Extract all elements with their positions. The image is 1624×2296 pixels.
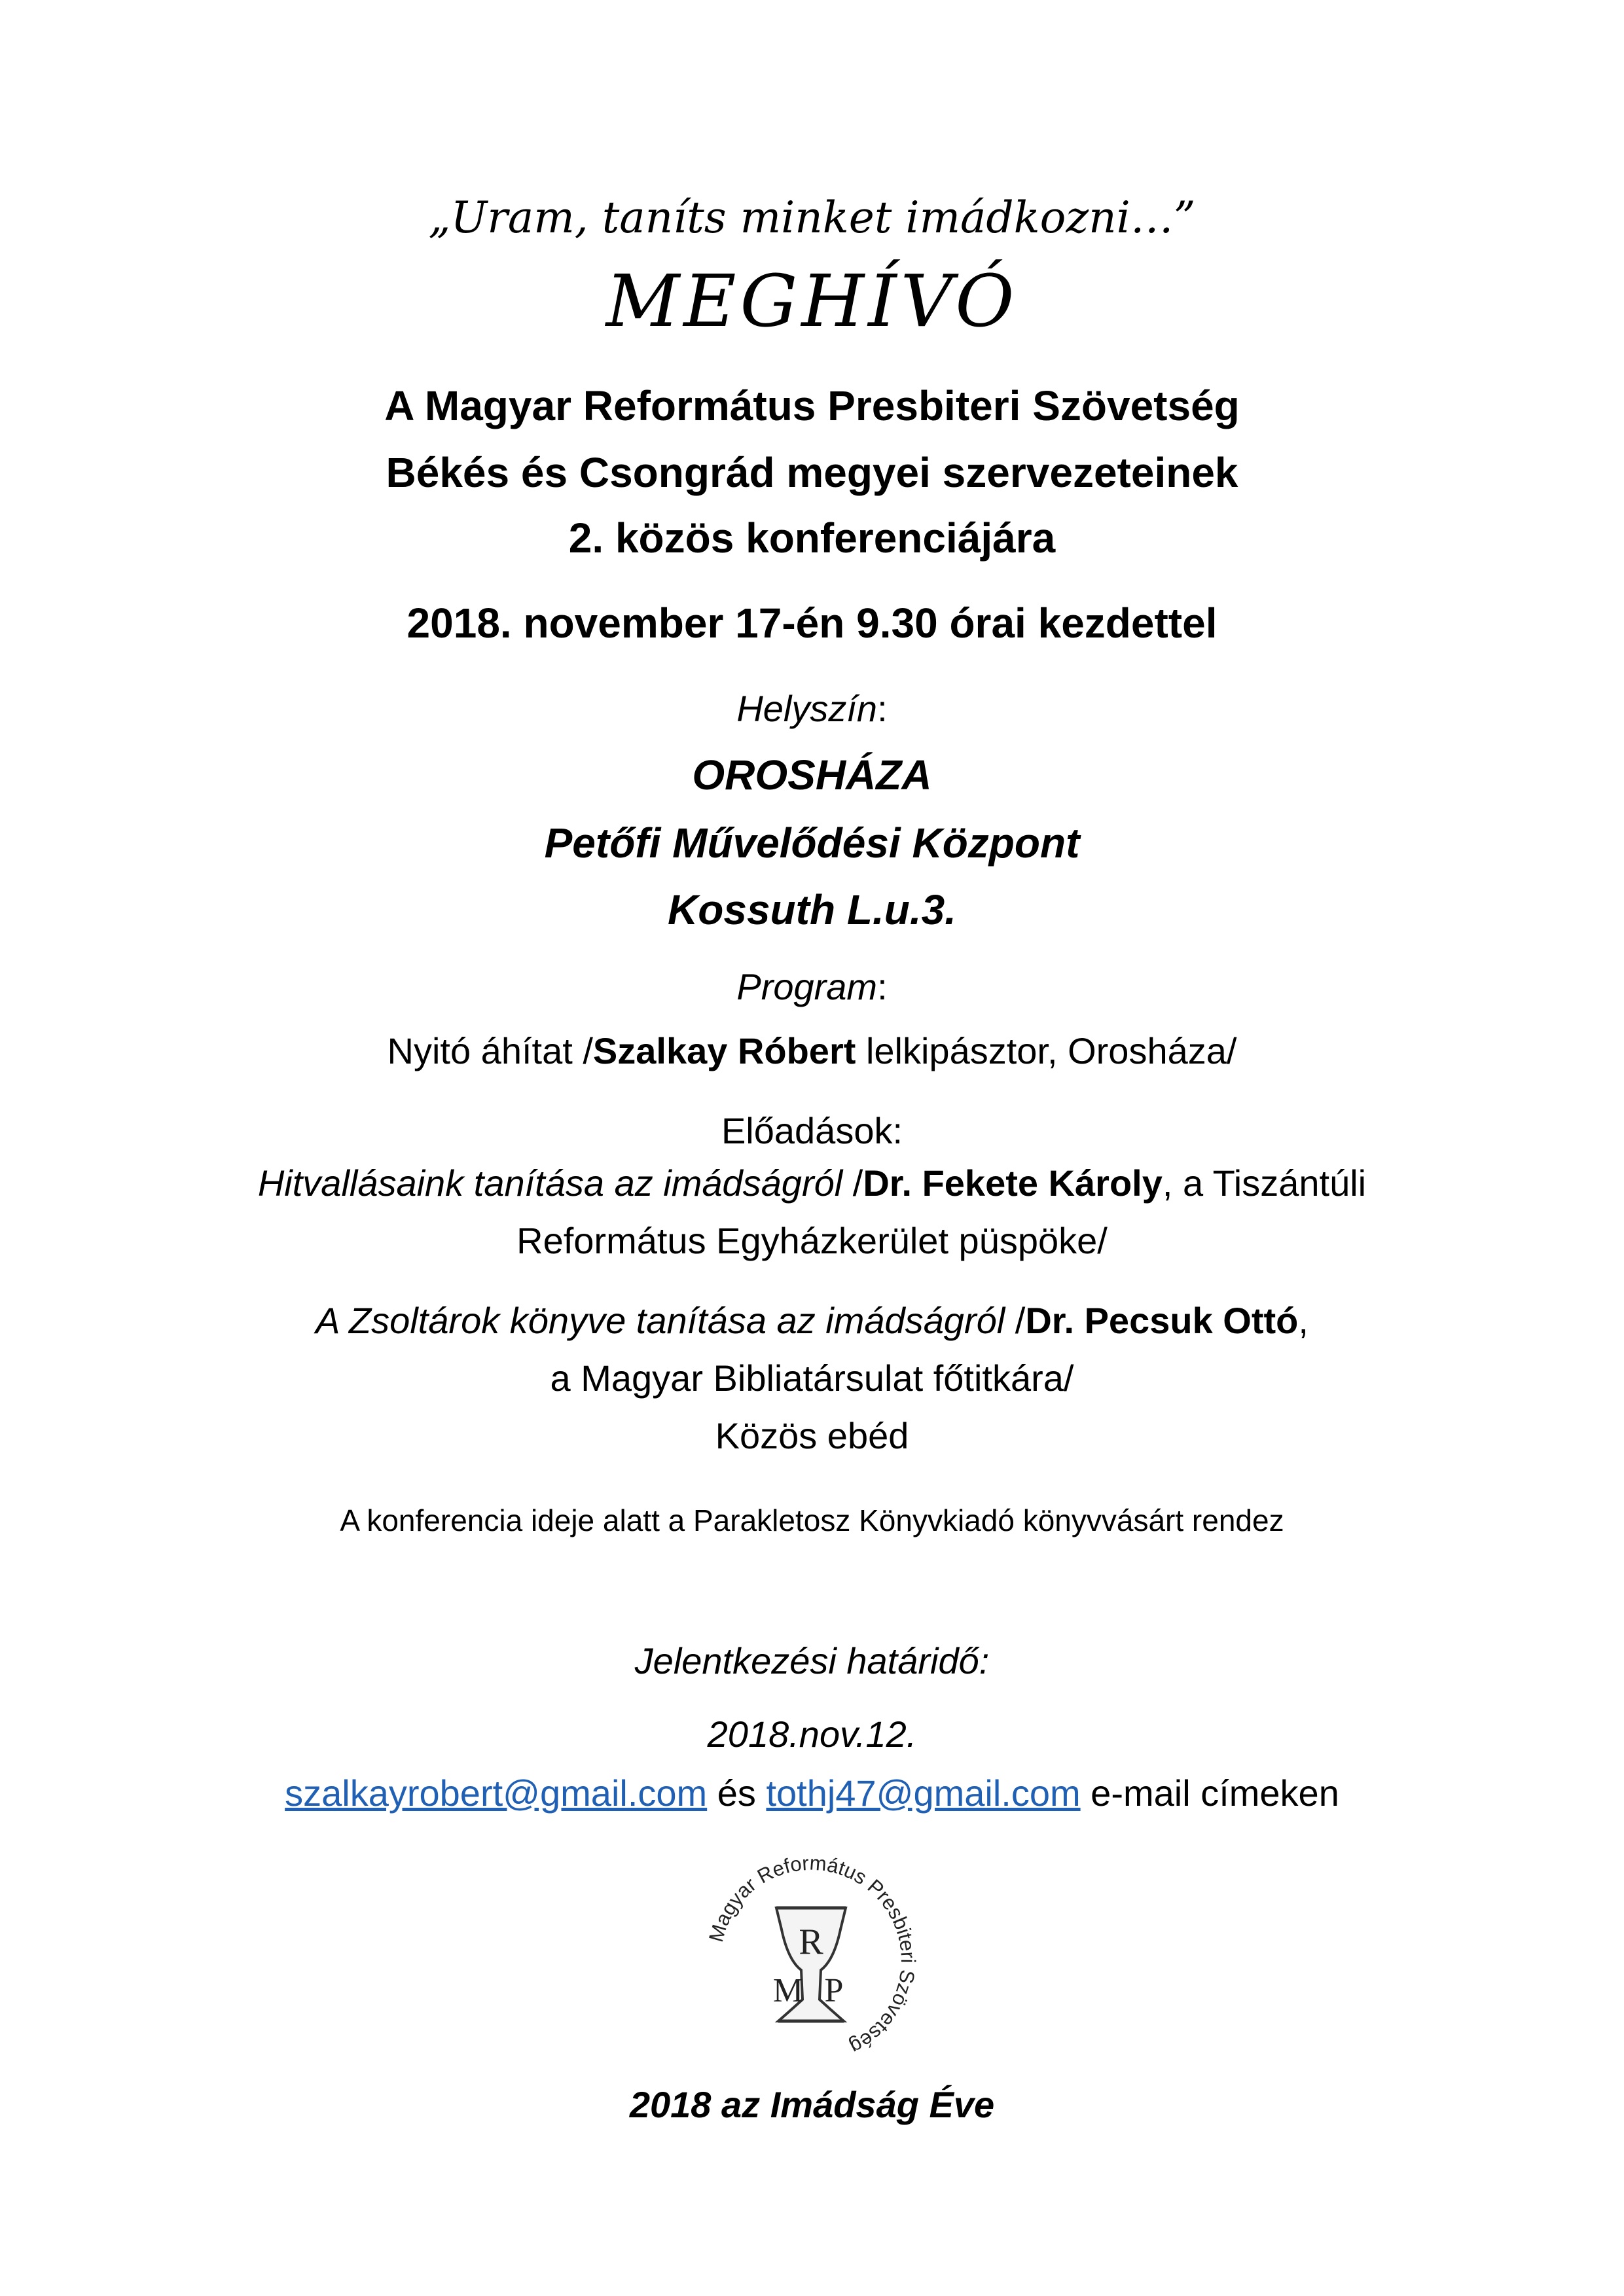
lecture-2 <box>0 1302 1624 1339</box>
logo-letter-m: M <box>772 1972 804 2009</box>
organizer-line-2: Békés és Csongrád megyei szervezeteinek <box>386 449 1238 496</box>
registration-deadline: 2018.nov.12. <box>707 1713 917 1755</box>
event-date: 2018. november 17-én 9.30 órai kezdettel <box>406 600 1218 647</box>
email-link-szalkay[interactable]: szalkayrobert@gmail.com <box>285 1772 708 1814</box>
lecture-2-speaker: Dr. Pecsuk Ottó <box>1025 1300 1299 1341</box>
venue-colon: : <box>877 688 888 729</box>
book-fair-note: A konferencia ideje alatt a Parakletosz Könyvkiadó könyvvásárt rendez <box>340 1503 1284 1537</box>
emails-suffix: e-mail címeken <box>1080 1772 1339 1814</box>
mrpsz-logo-graphic <box>696 1846 926 2075</box>
lunch: Közös ebéd <box>715 1415 909 1456</box>
organizer-line-3: 2. közös konferenciájára <box>568 514 1056 562</box>
lecture-2-separator: / <box>1005 1300 1026 1341</box>
lecture-2-line-2: a Magyar Bibliatársulat főtitkára/ <box>550 1357 1074 1399</box>
registration-emails <box>0 1772 1624 1814</box>
program-colon: : <box>877 966 888 1007</box>
motto: „Uram, taníts minket imádkozni…” <box>428 192 1196 243</box>
venue-heading <box>0 688 1624 729</box>
lecture-1-speaker: Dr. Fekete Károly <box>863 1162 1163 1204</box>
email-link-tothj[interactable]: tothj47@gmail.com <box>766 1772 1081 1814</box>
logo-letter-p: P <box>824 1972 844 2009</box>
logo-letter-r: R <box>799 1922 823 1962</box>
venue-building: Petőfi Művelődési Központ <box>544 819 1080 867</box>
mrpsz-logo <box>696 1846 926 2075</box>
lecture-2-suffix: , <box>1298 1300 1308 1341</box>
venue-label: Helyszín <box>736 688 878 729</box>
lecture-1-title: Hitvallásaink tanítása az imádságról <box>257 1162 843 1204</box>
footer-year-motto: 2018 az Imádság Éve <box>629 2084 995 2125</box>
lecture-1 <box>0 1162 1624 1204</box>
program-heading <box>0 966 1624 1007</box>
emails-conjunction: és <box>707 1772 767 1814</box>
opening-suffix: lelkipásztor, Orosháza/ <box>856 1030 1237 1071</box>
opening-prefix: Nyitó áhítat / <box>387 1030 593 1071</box>
lecture-2-title: A Zsoltárok könyve tanítása az imádságról <box>316 1300 1005 1341</box>
venue-city: OROSHÁZA <box>692 751 932 798</box>
program-label: Program <box>736 966 878 1007</box>
invitation-title: MEGHÍVÓ <box>605 259 1019 343</box>
lectures-label: Előadások: <box>721 1110 903 1151</box>
venue-address: Kossuth L.u.3. <box>668 886 956 933</box>
registration-label: Jelentkezési határidő: <box>634 1640 990 1681</box>
organizer-line-1: A Magyar Református Presbiteri Szövetség <box>384 382 1240 429</box>
lecture-1-suffix: , a Tiszántúli <box>1162 1162 1367 1204</box>
opening-devotion <box>0 1030 1624 1071</box>
logo-ring-text: Magyar Református Presbiteri Szövetség <box>704 1851 920 2059</box>
lecture-1-line-2: Református Egyházkerület püspöke/ <box>516 1220 1108 1261</box>
lecture-1-separator: / <box>842 1162 863 1204</box>
opening-speaker: Szalkay Róbert <box>592 1030 856 1071</box>
